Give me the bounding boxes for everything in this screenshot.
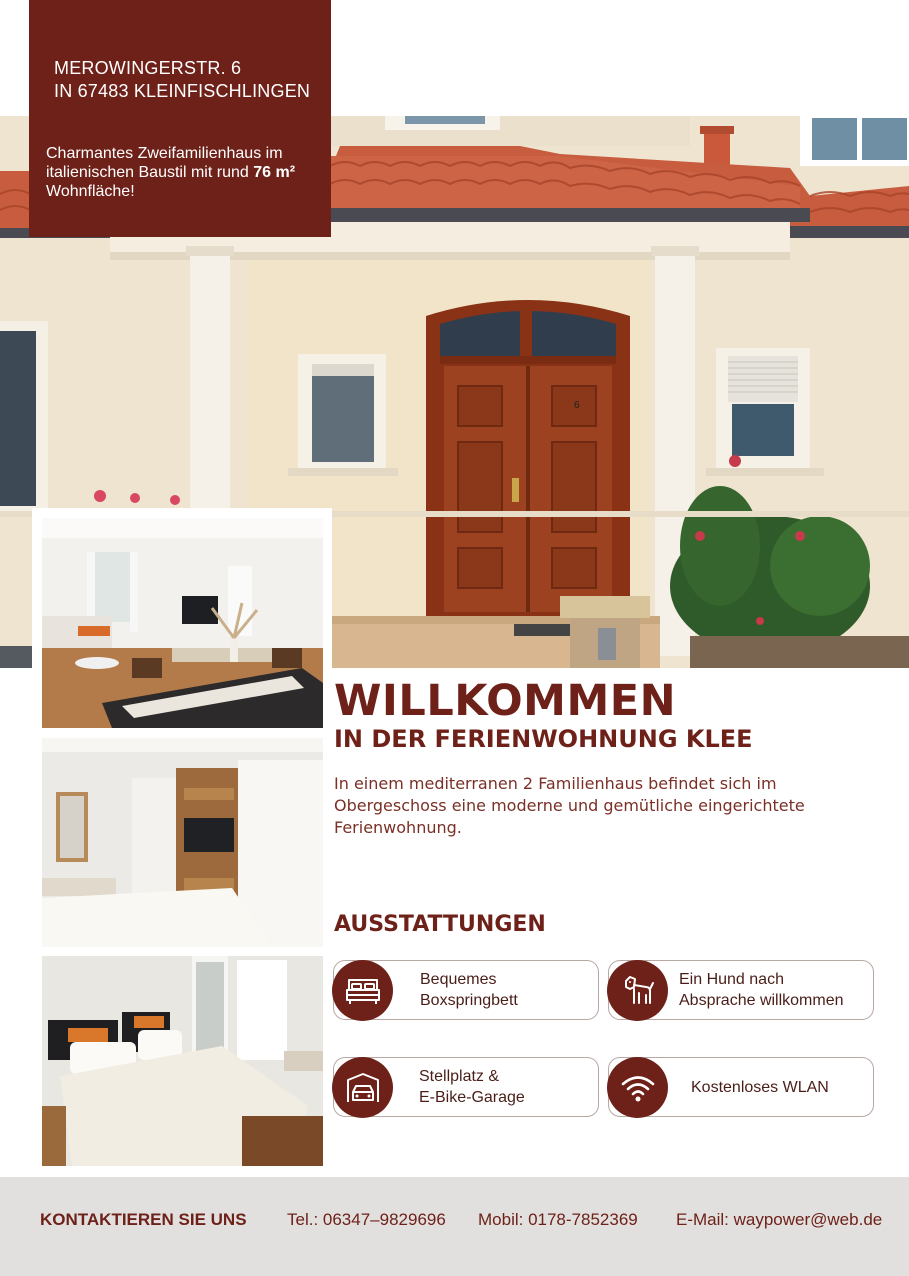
feature-dog-welcome xyxy=(608,960,874,1020)
living-room-photo xyxy=(42,518,323,728)
dog-icon xyxy=(607,960,668,1021)
photo-column xyxy=(32,508,332,1176)
house-description xyxy=(46,144,316,201)
feature-free-wifi xyxy=(608,1057,874,1117)
door-number: 6 xyxy=(574,400,580,411)
description-suffix: Wohnfläche! xyxy=(46,183,135,200)
intro-text: In einem mediterranen 2 Familienhaus befindet sich im Obergeschoss eine moderne und gemütliche eingerichtete Ferienwohnung. xyxy=(334,774,805,837)
feature-parking-garage xyxy=(333,1057,599,1117)
garage-car-icon xyxy=(332,1057,393,1118)
feature-boxspring-bed xyxy=(333,960,599,1020)
address-street: MEROWINGERSTR. 6 xyxy=(54,58,242,78)
feature-label: Ein Hund nach Absprache willkommen xyxy=(679,971,844,1009)
wifi-icon xyxy=(607,1057,668,1118)
welcome-title: WILLKOMMEN xyxy=(334,676,677,726)
feature-label: Bequemes Boxspringbett xyxy=(420,971,518,1009)
phone-number[interactable]: Tel.: 06347–9829696 xyxy=(287,1210,446,1229)
welcome-subtitle: IN DER FERIENWOHNUNG KLEE xyxy=(334,725,753,753)
address-box xyxy=(29,0,331,237)
feature-label: Stellplatz & E-Bike-Garage xyxy=(419,1068,525,1106)
bedroom-bed-photo xyxy=(42,956,323,1166)
address-city: IN 67483 KLEINFISCHLINGEN xyxy=(54,81,311,101)
features-title: AUSSTATTUNGEN xyxy=(334,912,546,937)
living-area: 76 m² xyxy=(253,164,296,181)
bed-icon xyxy=(332,960,393,1021)
email-link[interactable]: E-Mail: waypower@web.de xyxy=(676,1210,883,1229)
footer-contact-bar xyxy=(0,1177,909,1276)
feature-label: Kostenloses WLAN xyxy=(691,1079,829,1096)
description-text: Charmantes Zweifamilienhaus im italienischen Baustil mit rund xyxy=(46,145,283,181)
contact-heading: KONTAKTIEREN SIE UNS xyxy=(40,1210,247,1229)
mobile-number[interactable]: Mobil: 0178-7852369 xyxy=(478,1210,638,1229)
bedroom-wardrobe-photo xyxy=(42,738,323,947)
